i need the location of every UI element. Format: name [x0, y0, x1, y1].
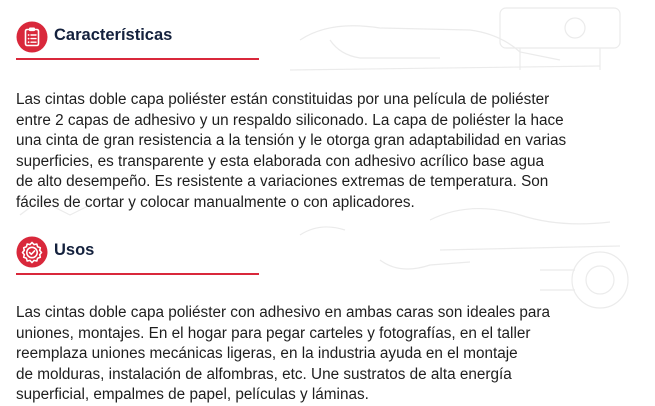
section-body: Las cintas doble capa poliéster están constituidas por una película de poliéster entre 2 capas de adhesivo y un respaldo siliconado. La capa de poliéster la hace una cinta de gran resistencia a la tensión y le otorga gran adaptabilidad en varias superficies, es transparente y esta elaborada con adhesivo acrílico base agua de alto desempeño. Es resistente a variaciones extremas de temperatura. Son fáciles de cortar y colocar manualmente o con aplicadores.	[16, 91, 567, 211]
section-title: Características	[54, 26, 173, 44]
section-divider	[16, 58, 259, 60]
section-header	[16, 236, 646, 274]
section-title: Usos	[54, 241, 95, 259]
section-divider	[16, 273, 259, 275]
section-usos	[16, 236, 646, 406]
section-body: Las cintas doble capa poliéster con adhesivo en ambas caras son ideales para uniones, montajes. En el hogar para pegar carteles y fotografías, en el taller reemplaza uniones mecánicas ligeras, en la industria ayuda en el montaje de molduras, instalación de alfombras, etc. Une sustratos de alta energía superficial, empalmes de papel, películas y láminas.	[16, 304, 551, 403]
section-caracteristicas	[16, 21, 646, 213]
clipboard-list-icon	[16, 21, 48, 53]
section-header	[16, 21, 646, 59]
gear-check-icon	[16, 236, 48, 268]
